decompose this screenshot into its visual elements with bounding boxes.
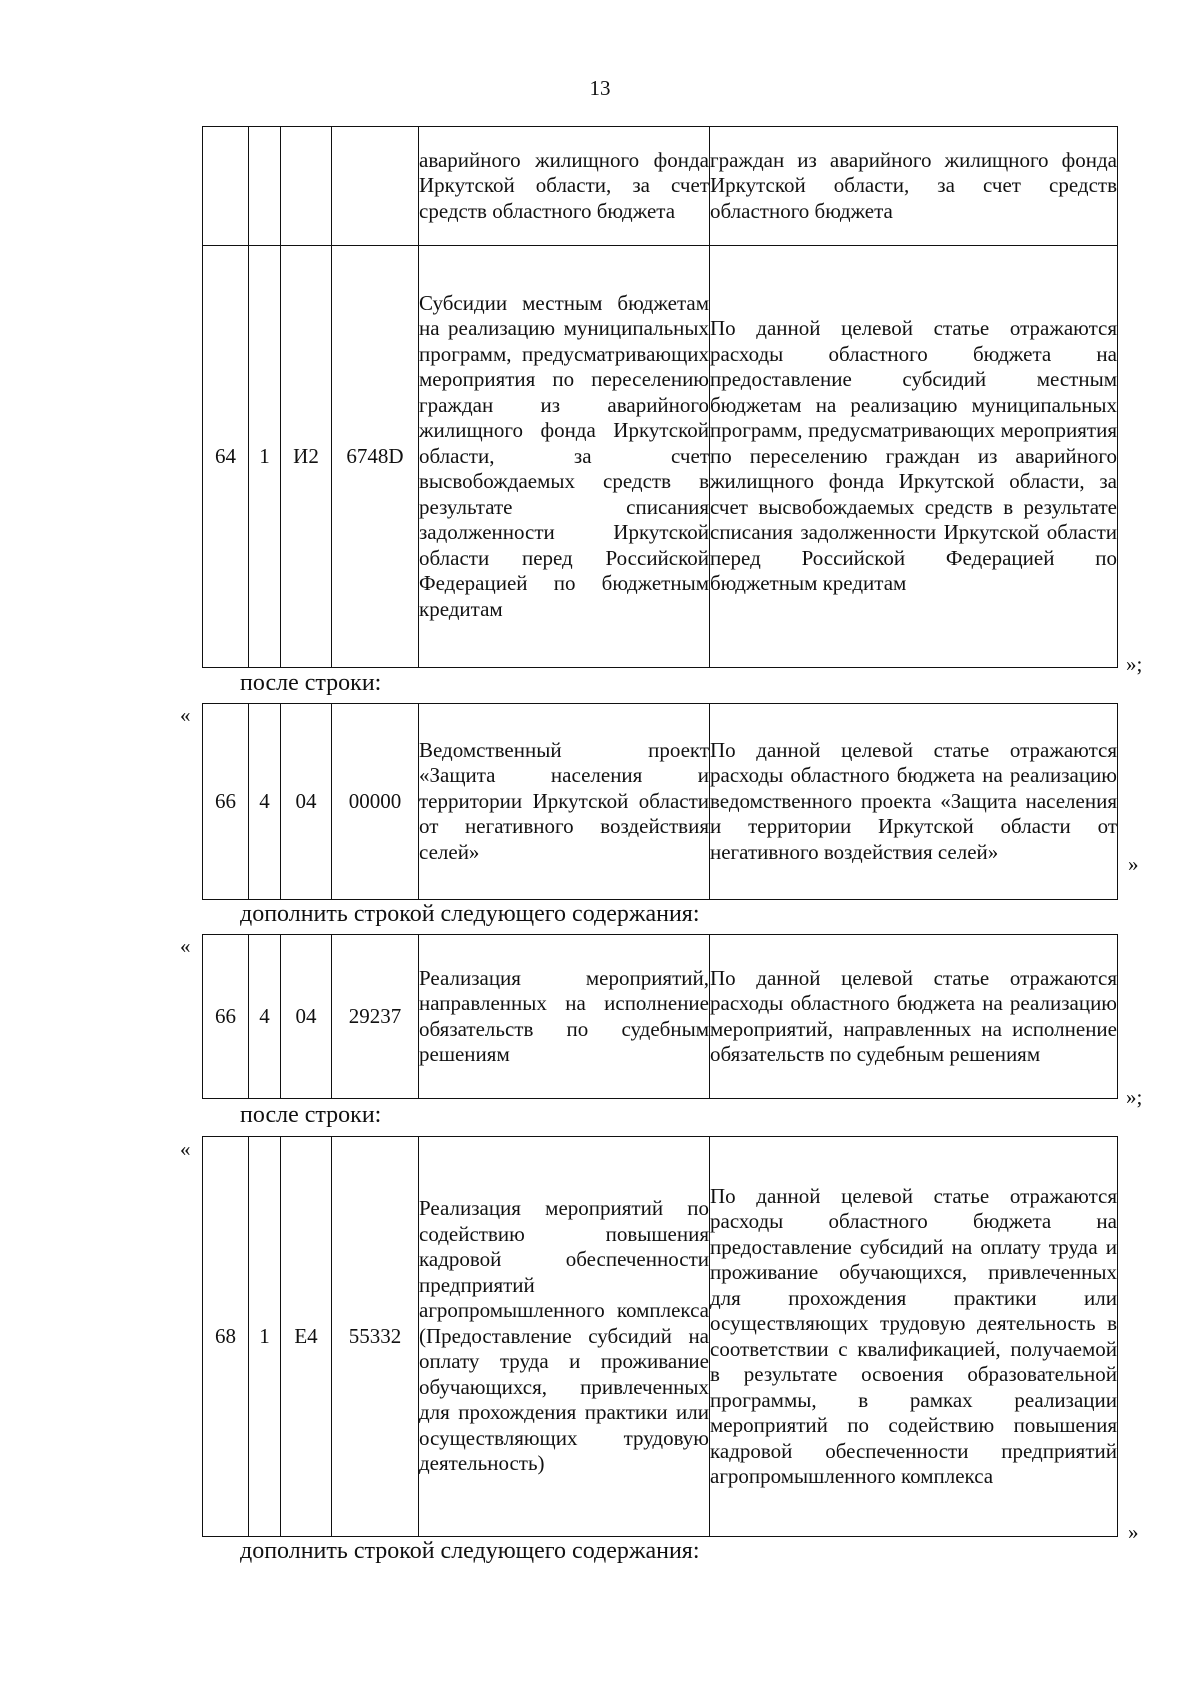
- description-cell: аварийного жилищного фонда Иркутской области, за счет средств областного бюджета: [419, 127, 710, 246]
- instruction-text: после строки:: [240, 1102, 382, 1128]
- code-cell-3: [281, 127, 332, 246]
- close-quote: »: [1128, 1520, 1139, 1544]
- description-cell: Реализация мероприятий, направленных на исполнение обязательств по судебным решениям: [419, 935, 710, 1099]
- code-cell-3: Е4: [281, 1137, 332, 1537]
- code-cell-3: 04: [281, 704, 332, 900]
- open-quote: «: [180, 703, 191, 727]
- description-cell: Ведомственный проект «Защита населения и территории Иркутской области от негативного воздействия селей»: [419, 704, 710, 900]
- close-quote: »;: [1126, 652, 1143, 676]
- table-row: [203, 246, 1118, 668]
- instruction-text: после строки:: [240, 670, 382, 696]
- code-cell-4: 00000: [332, 704, 419, 900]
- table-row: [203, 935, 1118, 1099]
- code-cell-1: 64: [203, 246, 249, 668]
- explanation-cell: По данной целевой статье отражаются расходы областного бюджета на предоставление субсидий на оплату труда и проживание обучающихся, привлеченных для прохождения практики или осуществляющих трудовую деятельность в соответствии с квалификацией, получаемой в результате освоения образовательной программы, в рамках реализации мероприятий по содействию повышения кадровой обеспеченности предприятий агропромышленного комплекса: [710, 1137, 1118, 1537]
- instruction-text: дополнить строкой следующего содержания:: [240, 1538, 700, 1564]
- budget-table-3: [202, 934, 1118, 1099]
- page-number: 13: [589, 76, 611, 100]
- close-quote: »;: [1126, 1085, 1143, 1109]
- budget-table-2: [202, 703, 1118, 900]
- budget-table-4: [202, 1136, 1118, 1537]
- budget-table-1: [202, 126, 1118, 668]
- code-cell-1: 66: [203, 704, 249, 900]
- code-cell-4: 6748D: [332, 246, 419, 668]
- code-cell-1: [203, 127, 249, 246]
- explanation-cell: По данной целевой статье отражаются расходы областного бюджета на реализацию ведомственного проекта «Защита населения и территории Иркутской области от негативного воздействия селей»: [710, 704, 1118, 900]
- explanation-cell: По данной целевой статье отражаются расходы областного бюджета на предоставление субсидий местным бюджетам на реализацию муниципальных программ, предусматривающих мероприятия по переселению граждан из аварийного жилищного фонда Иркутской области, за счет высвобождаемых средств в результате списания задолженности Иркутской области перед Российской Федерацией по бюджетным кредитам: [710, 246, 1118, 668]
- description-cell: Реализация мероприятий по содействию повышения кадровой обеспеченности предприятий агропромышленного комплекса (Предоставление субсидий на оплату труда и проживание обучающихся, привлеченных для прохождения практики или осуществляющих трудовую деятельность): [419, 1137, 710, 1537]
- code-cell-4: 55332: [332, 1137, 419, 1537]
- code-cell-2: 4: [249, 704, 281, 900]
- code-cell-4: 29237: [332, 935, 419, 1099]
- close-quote: »: [1128, 852, 1139, 876]
- instruction-text: дополнить строкой следующего содержания:: [240, 901, 700, 927]
- code-cell-2: 1: [249, 246, 281, 668]
- table-row: [203, 1137, 1118, 1537]
- table-row: [203, 704, 1118, 900]
- code-cell-1: 68: [203, 1137, 249, 1537]
- code-cell-2: [249, 127, 281, 246]
- open-quote: «: [180, 1137, 191, 1161]
- description-cell: Субсидии местным бюджетам на реализацию муниципальных программ, предусматривающих мероприятия по переселению граждан из аварийного жилищного фонда Иркутской области, за счет высвобождаемых средств в результате списания задолженности Иркутской области перед Российской Федерацией по бюджетным кредитам: [419, 246, 710, 668]
- code-cell-3: 04: [281, 935, 332, 1099]
- explanation-cell: граждан из аварийного жилищного фонда Иркутской области, за счет средств областного бюджета: [710, 127, 1118, 246]
- code-cell-3: И2: [281, 246, 332, 668]
- open-quote: «: [180, 934, 191, 958]
- explanation-cell: По данной целевой статье отражаются расходы областного бюджета на реализацию мероприятий, направленных на исполнение обязательств по судебным решениям: [710, 935, 1118, 1099]
- code-cell-2: 4: [249, 935, 281, 1099]
- code-cell-2: 1: [249, 1137, 281, 1537]
- code-cell-4: [332, 127, 419, 246]
- code-cell-1: 66: [203, 935, 249, 1099]
- table-row: [203, 127, 1118, 246]
